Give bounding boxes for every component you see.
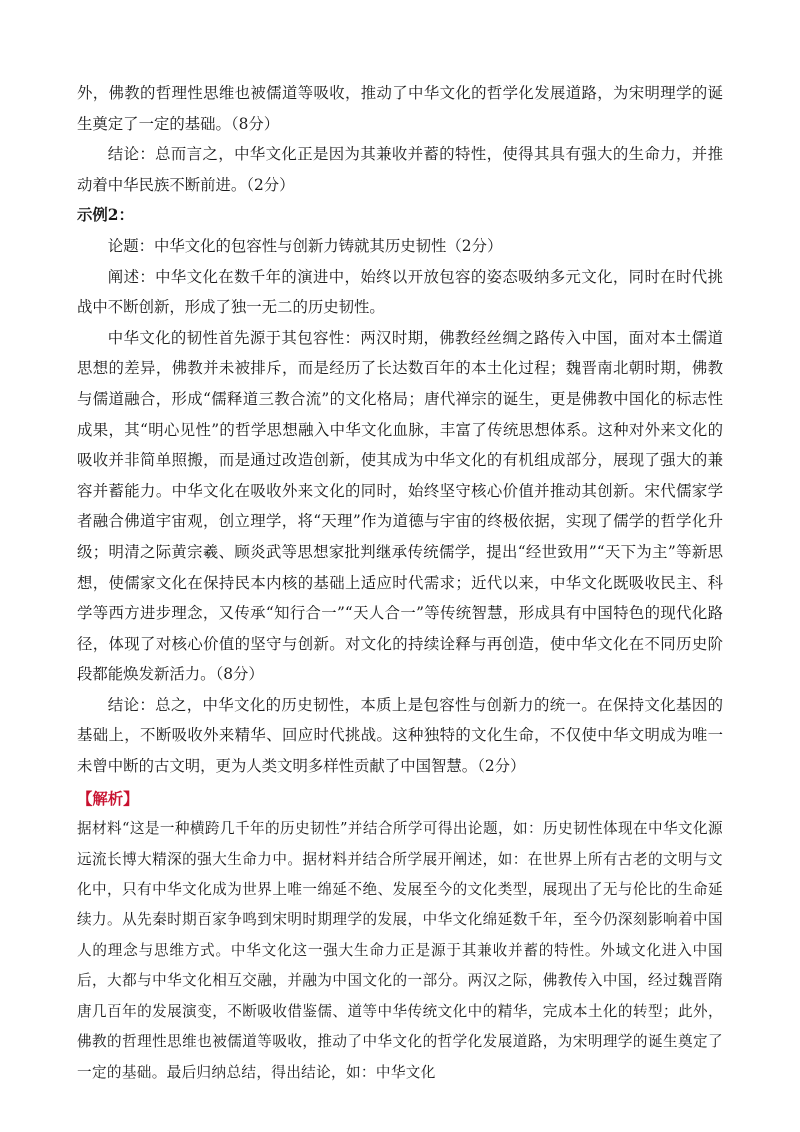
conclusion-paragraph-1: 结论：总而言之，中华文化正是因为其兼收并蓄的特性，使得其具有强大的生命力，并推动着中华民族不断前进。（2分） (77, 145, 723, 194)
example-2-thesis: 论题：中华文化的包容性与创新力铸就其历史韧性（2分） (107, 236, 503, 255)
example-2-body: 中华文化的韧性首先源于其包容性：两汉时期，佛教经丝绸之路传入中国，面对本土儒道思想的差异，佛教并未被排斥，而是经历了长达数百年的本土化过程；魏晋南北朝时期，佛教与儒道融合，形成“儒释道三教合流”的文化格局；唐代禅宗的诞生，更是佛教中国化的标志性成果，其“明心见性”的哲学思想融入中华文化血脉，丰富了传统思想体系。这种对外来文化的吸收并非简单照搬，而是通过改造创新，使其成为中华文化的有机组成部分，展现了强大的兼容并蓄能力。中华文化在吸收外来文化的同时，始终坚守核心价值并推动其创新。宋代儒家学者融合佛道宇宙观，创立理学，将“天理”作为道德与宇宙的终极依据，实现了儒学的哲学化升级；明清之际黄宗羲、顾炎武等思想家批判继承传统儒学，提出“经世致用”“天下为主”等新思想，使儒家文化在保持民本内核的基础上适应时代需求；近代以来，中华文化既吸收民主、科学等西方进步理念，又传承“知行合一”“天人合一”等传统智慧，形成具有中国特色的现代化路径，体现了对核心价值的坚守与创新。对文化的持续诠释与再创造，使中华文化在不同历史阶段都能焕发新活力。（8分） (77, 328, 723, 684)
document-page (77, 78, 723, 1088)
example-2-heading: 示例2： (77, 206, 134, 225)
continuation-paragraph: 外，佛教的哲理性思维也被儒道等吸收，推动了中华文化的哲学化发展道路，为宋明理学的诞生奠定了一定的基础。（8分） (77, 84, 723, 133)
example-2-elaboration: 阐述：中华文化在数千年的演进中，始终以开放包容的姿态吸纳多元文化，同时在时代挑战中不断创新，形成了独一无二的历史韧性。 (77, 267, 723, 317)
example-2-conclusion: 结论：总之，中华文化的历史韧性，本质上是包容性与创新力的统一。在保持文化基因的基础上，不断吸收外来精华、回应时代挑战。这种独特的文化生命，不仅使中华文明成为唯一未曾中断的古文明，更为人类文明多样性贡献了中国智慧。（2分） (77, 695, 723, 776)
analysis-text: 据材料“这是一种横跨几千年的历史韧性”并结合所学可得出论题，如：历史韧性体现在中华文化源远流长博大精深的强大生命力中。据材料并结合所学展开阐述，如：在世界上所有古老的文明与文化中，只有中华文化成为世界上唯一绵延不绝、发展至今的文化类型，展现出了无与伦比的生命延续力。从先秦时期百家争鸣到宋明时期理学的发展，中华文化绵延数千年，至今仍深刻影响着中国人的理念与思维方式。中华文化这一强大生命力正是源于其兼收并蓄的特性。外域文化进入中国后，大都与中华文化相互交融，并融为中国文化的一部分。两汉之际，佛教传入中国，经过魏晋隋唐几百年的发展演变，不断吸收借鉴儒、道等中华传统文化中的精华，完成本土化的转型；此外，佛教的哲理性思维也被儒道等吸收，推动了中华文化的哲学化发展道路，为宋明理学的诞生奠定了一定的基础。最后归纳总结，得出结论，如：中华文化 (77, 820, 723, 1081)
analysis-label: 【解析】 (77, 789, 139, 808)
